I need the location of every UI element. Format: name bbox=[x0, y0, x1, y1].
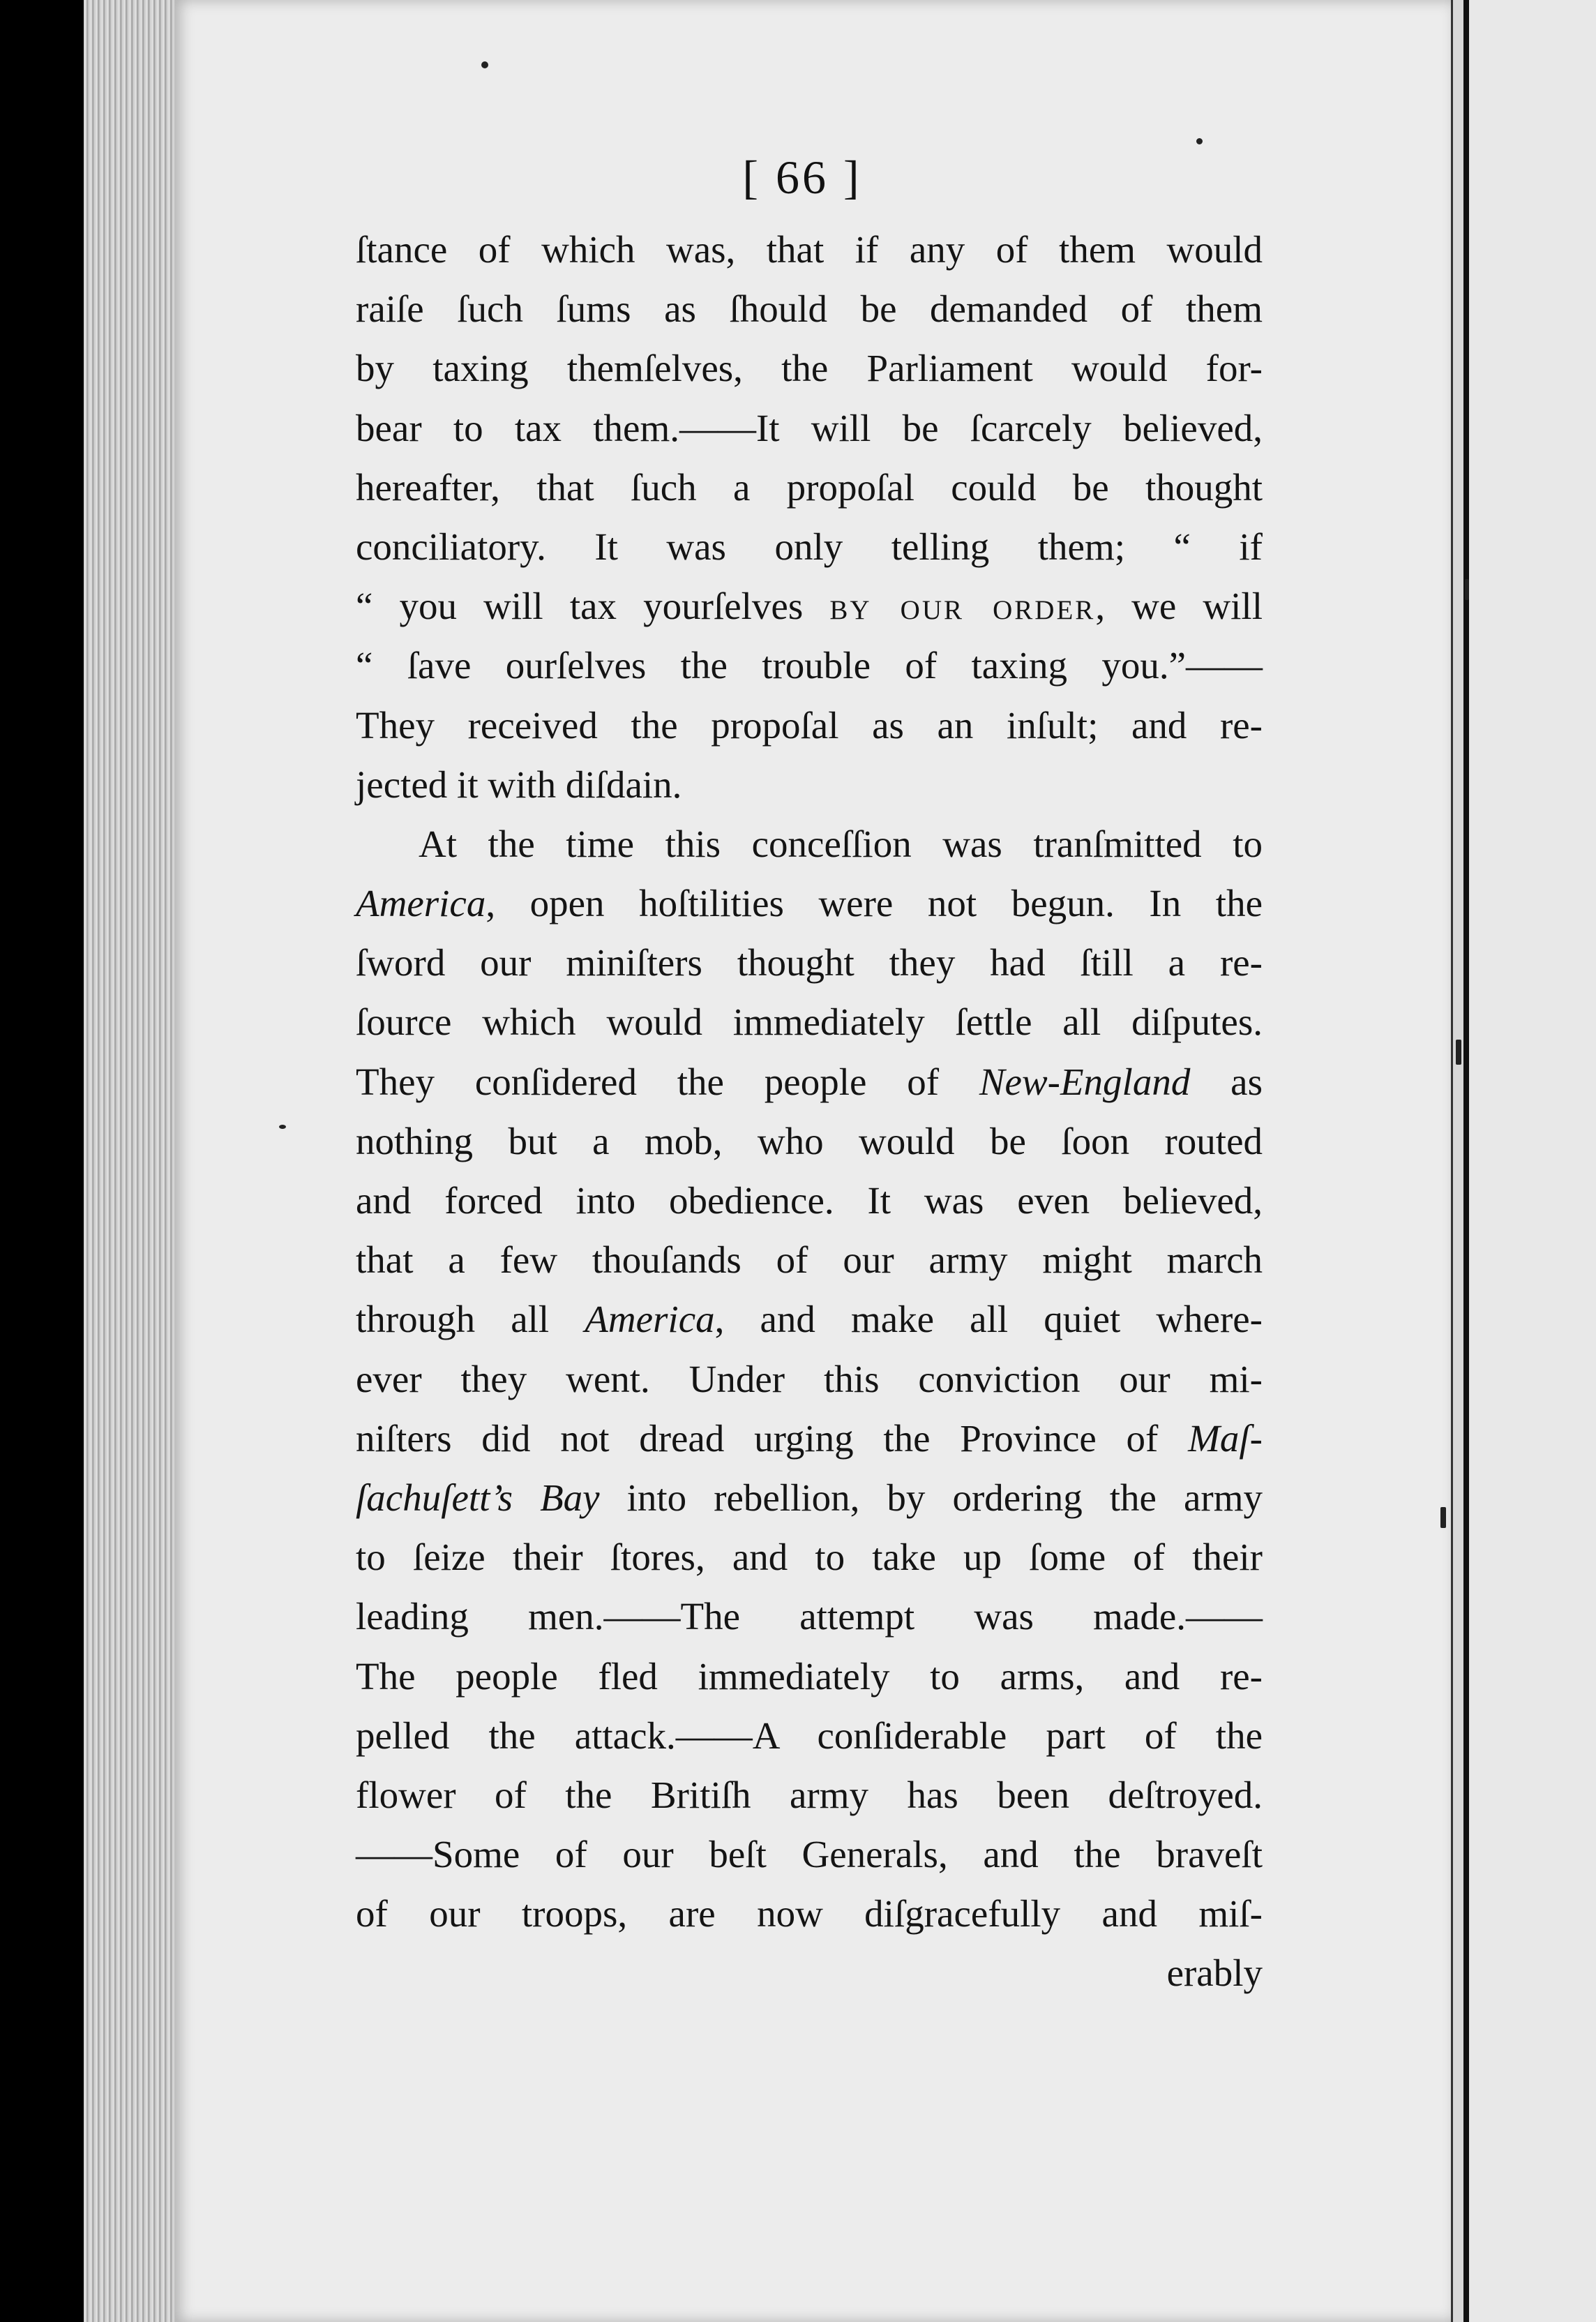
text-line: The people fled immediately to arms, and re- bbox=[356, 1654, 1263, 1698]
text-fragment: into rebellion, by ordering the army bbox=[599, 1476, 1263, 1519]
italic-text: America bbox=[585, 1298, 715, 1341]
text-line: to ſeize their ſtores, and to take up ſome of their bbox=[356, 1536, 1263, 1579]
catchword: erably bbox=[1166, 1952, 1263, 1995]
text-line: flower of the Britiſh army has been deſtroyed. bbox=[356, 1773, 1263, 1816]
scan-speck bbox=[1196, 138, 1203, 144]
text-line: ever they went. Under this conviction our mi- bbox=[356, 1357, 1263, 1400]
italic-text: New-England bbox=[979, 1060, 1191, 1103]
text-line: conciliatory. It was only telling them; “ if bbox=[356, 525, 1263, 568]
italic-text: America bbox=[356, 882, 486, 925]
text-line bbox=[356, 1052, 1263, 1111]
text-line: ——Some of our beſt Generals, and the braveſt bbox=[356, 1833, 1263, 1876]
text-line bbox=[356, 576, 1263, 636]
text-line: leading men.——The attempt was made.—— bbox=[356, 1595, 1263, 1638]
text-fragment: , and make all quiet where- bbox=[714, 1298, 1263, 1341]
text-line: ſource which would immediately ſettle all diſputes. bbox=[356, 1001, 1263, 1044]
text-line bbox=[356, 1468, 1263, 1527]
scan-speck bbox=[1465, 579, 1469, 600]
text-fragment: niſters did not dread urging the Province of bbox=[356, 1416, 1189, 1460]
text-line: They received the propoſal as an inſult; and re- bbox=[356, 703, 1263, 747]
text-line: bear to tax them.——It will be ſcarcely believed, bbox=[356, 406, 1263, 449]
text-line: hereafter, that ſuch a propoſal could be thought bbox=[356, 465, 1263, 509]
text-line: and forced into obedience. It was even believed, bbox=[356, 1179, 1263, 1222]
text-fragment: , open hoſtilities were not begun. In the bbox=[485, 882, 1263, 925]
text-fragment: , we will bbox=[1095, 585, 1263, 628]
facing-page bbox=[1463, 0, 1596, 2322]
text-line bbox=[356, 1289, 1263, 1349]
scan-speck bbox=[481, 61, 488, 68]
body-text bbox=[356, 220, 1263, 2003]
scan-speck bbox=[279, 1125, 286, 1129]
scan-speck bbox=[1440, 1507, 1446, 1528]
text-fragment: as bbox=[1190, 1060, 1263, 1103]
text-line: “ ſave ourſelves the trouble of taxing you.”—— bbox=[356, 644, 1263, 687]
scan-speck bbox=[1456, 1040, 1461, 1065]
text-line: that a few thouſands of our army might march bbox=[356, 1238, 1263, 1282]
text-line: ſword our miniſters thought they had ſtill a re- bbox=[356, 941, 1263, 984]
text-fragment: They conſidered the people of bbox=[356, 1060, 979, 1103]
italic-text: ſachuſett’s Bay bbox=[356, 1476, 600, 1519]
small-caps-text: by our order bbox=[829, 585, 1096, 628]
text-line: by taxing themſelves, the Parliament would for- bbox=[356, 347, 1263, 390]
text-line: pelled the attack.——A conſiderable part of the bbox=[356, 1714, 1263, 1757]
text-fragment: “ you will tax yourſelves bbox=[356, 585, 830, 628]
text-line: of our troops, are now diſgracefully and miſ- bbox=[356, 1892, 1263, 1935]
text-fragment: through all bbox=[356, 1298, 585, 1341]
text-line: jected it with diſdain. bbox=[356, 763, 682, 806]
text-line: nothing but a mob, who would be ſoon routed bbox=[356, 1119, 1263, 1162]
text-line: At the time this conceſſion was tranſmitted to bbox=[419, 822, 1263, 865]
page-number: [ 66 ] bbox=[742, 151, 862, 204]
text-line: raiſe ſuch ſums as ſhould be demanded of them bbox=[356, 287, 1263, 331]
text-line bbox=[356, 1409, 1263, 1468]
text-line: ſtance of which was, that if any of them would bbox=[356, 228, 1263, 271]
book-page-edges bbox=[84, 0, 174, 2322]
text-line bbox=[356, 874, 1263, 933]
italic-text: Maſ- bbox=[1188, 1416, 1263, 1460]
